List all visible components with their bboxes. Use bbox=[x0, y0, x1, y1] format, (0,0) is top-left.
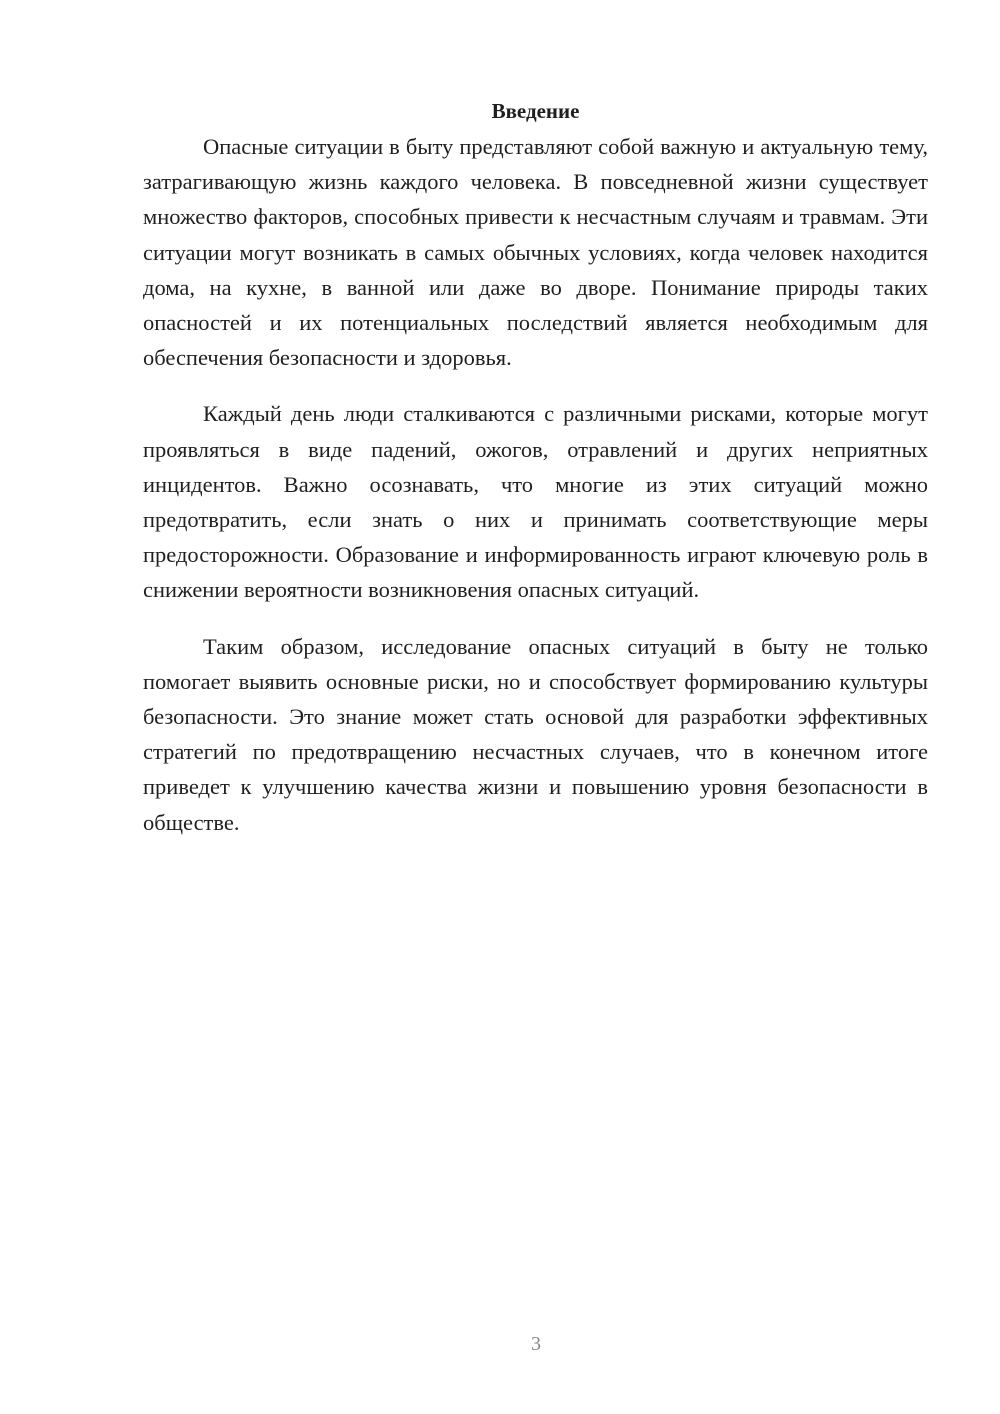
paragraph-2: Каждый день люди сталкиваются с различными рисками, которые могут проявляться в виде падений, ожогов, отравлений и других неприятных инцидентов. Важно осознавать, что многие из этих ситуаций можно предотвратить, если знать о них и принимать соответствующие меры предосторожности. Образование и информированность играют ключевую роль в снижении вероятности возникновения опасных ситуаций. bbox=[143, 401, 928, 603]
page-number: 3 bbox=[531, 1333, 541, 1355]
section-title: Введение bbox=[491, 99, 580, 123]
paragraph-3: Таким образом, исследование опасных ситуаций в быту не только помогает выявить основные риски, но и способствует формированию культуры безопасности. Это знание может стать основой для разработки эффективных стратегий по предотвращению несчастных случаев, что в конечном итоге приведет к улучшению качества жизни и повышению уровня безопасности в обществе. bbox=[143, 633, 928, 835]
paragraph-1: Опасные ситуации в быту представляют собой важную и актуальную тему, затрагивающую жизнь каждого человека. В повседневной жизни существует множество факторов, способных привести к несчастным случаям и травмам. Эти ситуации могут возникать в самых обычных условиях, когда человек находится дома, на кухне, в ванной или даже во дворе. Понимание природы таких опасностей и их потенциальных последствий является необходимым для обеспечения безопасности и здоровья. bbox=[143, 134, 928, 371]
page-content bbox=[143, 96, 928, 840]
